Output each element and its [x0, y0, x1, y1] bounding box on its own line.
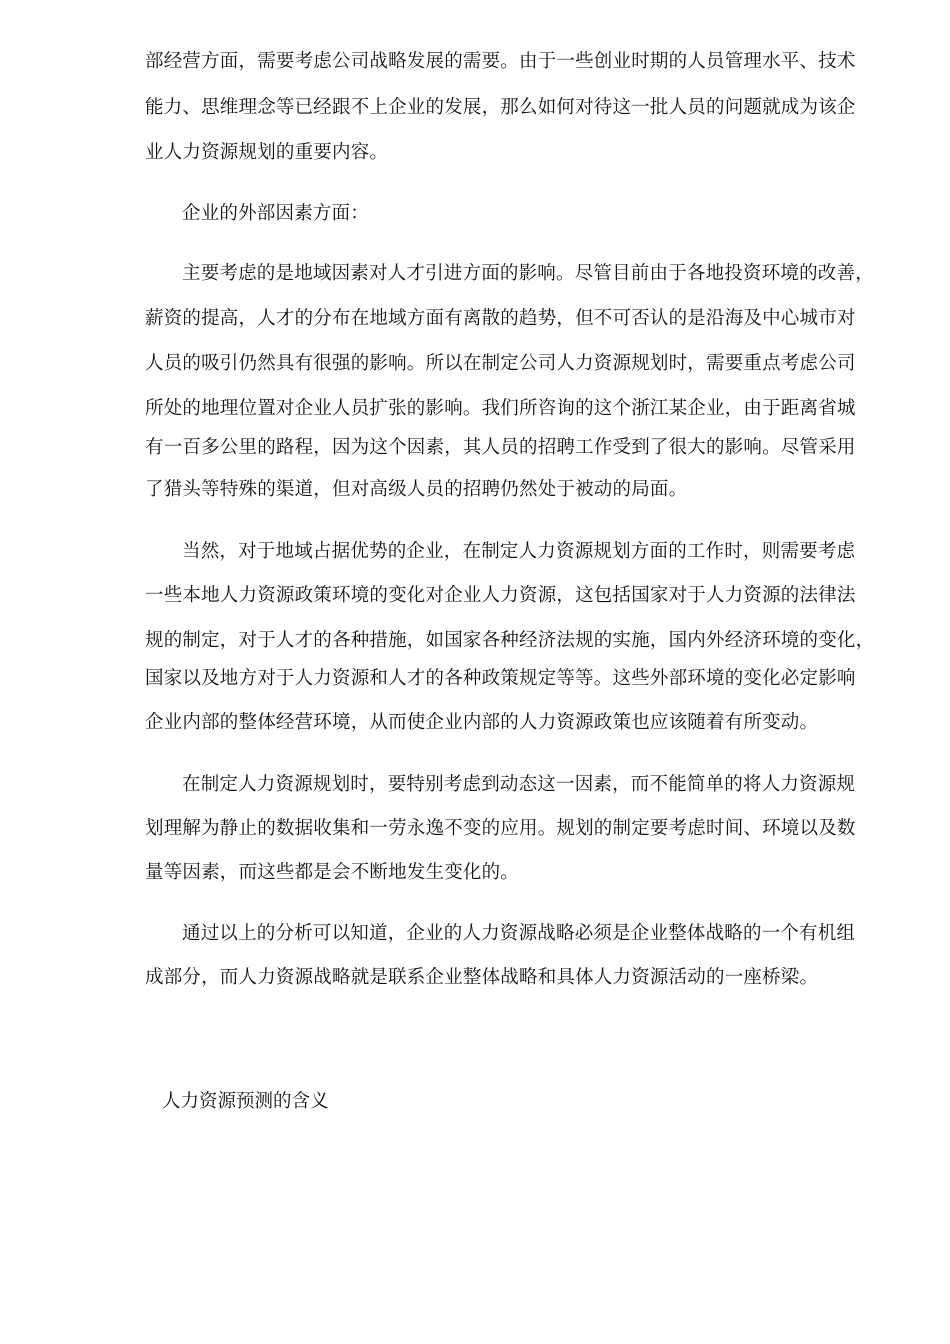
paragraph-line: 规的制定，对于人才的各种措施，如国家各种经济法规的实施，国内外经济环境的变化，: [145, 630, 875, 651]
paragraph-line: 业人力资源规划的重要内容。: [145, 142, 389, 163]
paragraph-line: 薪资的提高，人才的分布在地域方面有离散的趋势，但不可否认的是沿海及中心城市对: [145, 308, 856, 329]
paragraph-line: 企业的外部因素方面：: [182, 203, 370, 224]
paragraph-line: 所处的地理位置对企业人员扩张的影响。我们所咨询的这个浙江某企业，由于距离省城: [145, 398, 856, 419]
paragraph-line: 成部分，而人力资源战略就是联系企业整体战略和具体人力资源活动的一座桥梁。: [145, 967, 819, 988]
paragraph-line: 划理解为静止的数据收集和一劳永逸不变的应用。规划的制定要考虑时间、环境以及数: [145, 818, 856, 839]
paragraph-line: 有一百多公里的路程，因为这个因素，其人员的招聘工作受到了很大的影响。尽管采用: [145, 437, 856, 458]
paragraph-line: 了猎头等特殊的渠道，但对高级人员的招聘仍然处于被动的局面。: [145, 479, 688, 500]
paragraph-line: 量等因素，而这些都是会不断地发生变化的。: [145, 862, 520, 883]
paragraph-line: 国家以及地方对于人力资源和人才的各种政策规定等等。这些外部环境的变化必定影响: [145, 668, 856, 689]
paragraph-line: 能力、思维理念等已经跟不上企业的发展，那么如何对待这一批人员的问题就成为该企: [145, 97, 856, 118]
paragraph-line: 当然，对于地域占据优势的企业，在制定人力资源规划方面的工作时，则需要考虑: [182, 541, 856, 562]
paragraph-line: 通过以上的分析可以知道，企业的人力资源战略必须是企业整体战略的一个有机组: [182, 923, 856, 944]
paragraph-line: 部经营方面，需要考虑公司战略发展的需要。由于一些创业时期的人员管理水平、技术: [145, 51, 856, 72]
paragraph-line: 企业内部的整体经营环境，从而使企业内部的人力资源政策也应该随着有所变动。: [145, 712, 819, 733]
paragraph-line: 在制定人力资源规划时，要特别考虑到动态这一因素，而不能简单的将人力资源规: [182, 774, 856, 795]
paragraph-line: 人员的吸引仍然具有很强的影响。所以在制定公司人力资源规划时，需要重点考虑公司: [145, 353, 856, 374]
section-heading: 人力资源预测的含义: [162, 1091, 329, 1112]
paragraph-line: 一些本地人力资源政策环境的变化对企业人力资源，这包括国家对于人力资源的法律法: [145, 585, 856, 606]
paragraph-line: 主要考虑的是地域因素对人才引进方面的影响。尽管目前由于各地投资环境的改善，: [182, 263, 874, 284]
